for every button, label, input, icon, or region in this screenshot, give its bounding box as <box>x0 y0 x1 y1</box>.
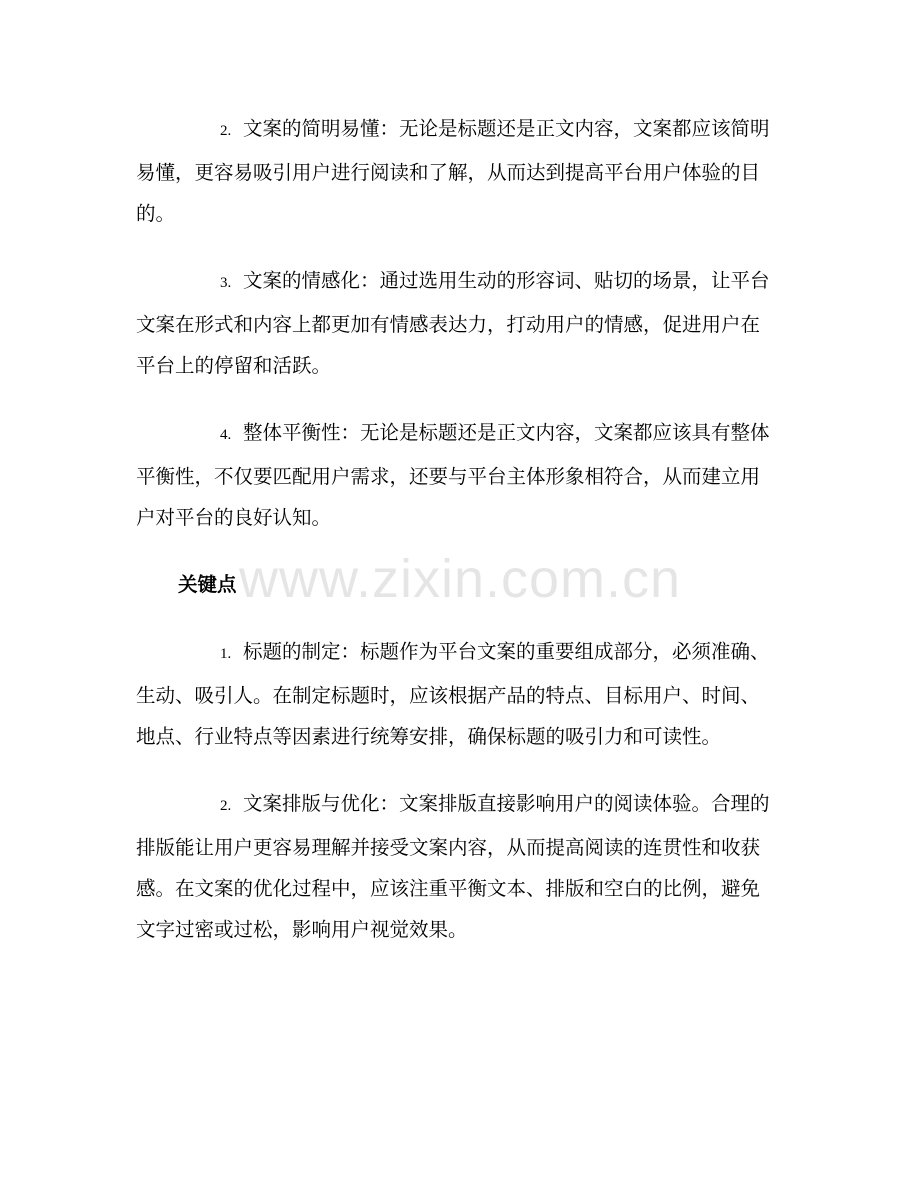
list-item-text: 整体平衡性：无论是标题还是正文内容，文案都应该具有整体平衡性，不仅要匹配用户需求，还要与平台主体形象相符合，从而建立用户对平台的良好认知。 <box>136 421 770 529</box>
list-item-number: 3. <box>220 275 232 291</box>
section-heading: 关键点 <box>178 573 237 596</box>
watermark: www.zixin.com.cn <box>238 549 682 609</box>
list-item-number: 1. <box>220 646 232 662</box>
list-item <box>136 260 776 386</box>
list-item-text: 标题的制定：标题作为平台文案的重要组成部分，必须准确、生动、吸引人。在制定标题时，应该根据产品的特点、目标用户、时间、地点、行业特点等因素进行统筹安排，确保标题的吸引力和可读性。 <box>136 640 770 748</box>
list-item <box>136 108 776 234</box>
list-item-text: 文案的情感化：通过选用生动的形容词、贴切的场景，让平台文案在形式和内容上都更加有情感表达力，打动用户的情感，促进用户在平台上的停留和活跃。 <box>136 269 770 377</box>
list-item-text: 文案的简明易懂：无论是标题还是正文内容，文案都应该简明易懂，更容易吸引用户进行阅读和了解，从而达到提高平台用户体验的目的。 <box>136 117 770 225</box>
document-body <box>136 108 776 976</box>
list-item-number: 2. <box>220 123 232 139</box>
list-item-number: 4. <box>220 427 232 443</box>
list-item-text: 文案排版与优化：文案排版直接影响用户的阅读体验。合理的排版能让用户更容易理解并接受文案内容，从而提高阅读的连贯性和收获感。在文案的优化过程中，应该注重平衡文本、排版和空白的比例，避免文字过密或过松，影响用户视觉效果。 <box>136 792 770 941</box>
list-item <box>136 412 776 538</box>
list-item <box>136 783 776 950</box>
list-item <box>136 631 776 757</box>
list-item-number: 2. <box>220 798 232 814</box>
